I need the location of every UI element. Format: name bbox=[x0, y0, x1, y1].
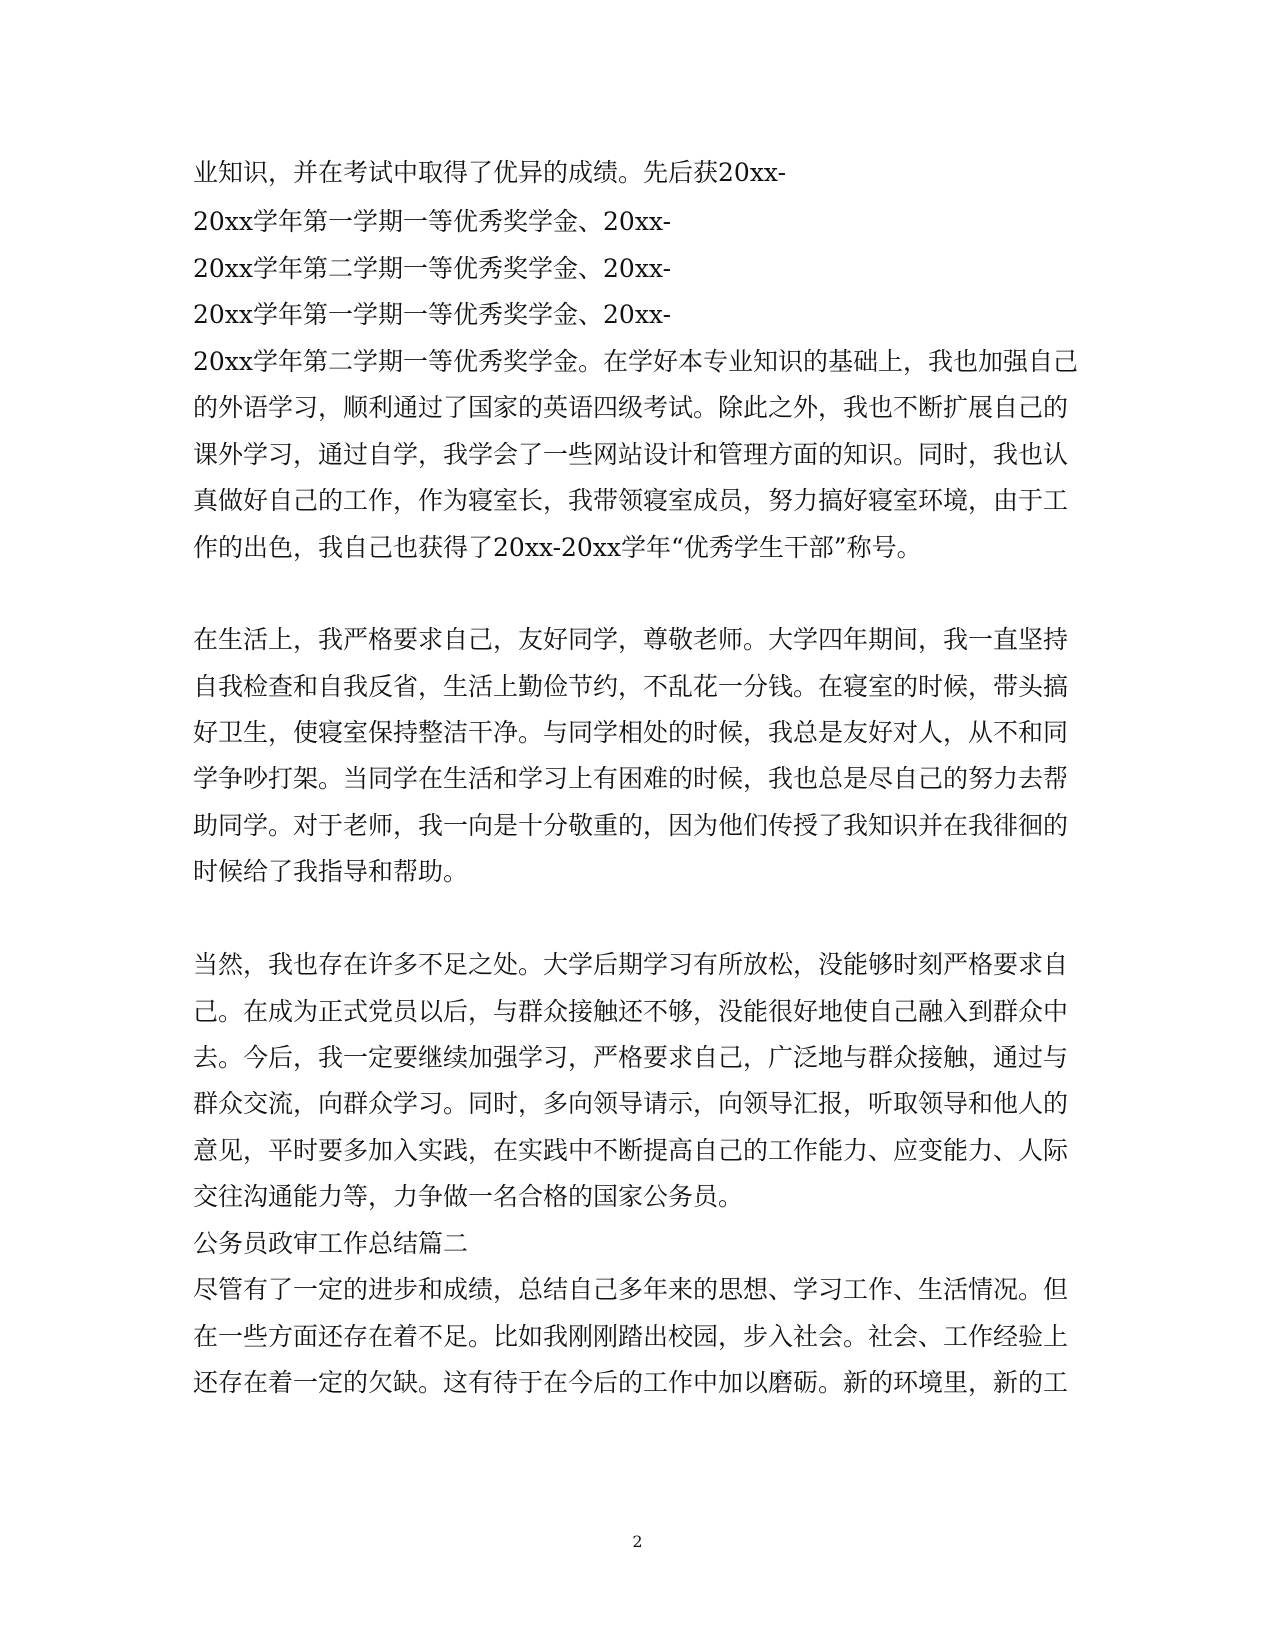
text-line: 去。今后，我一定要继续加强学习，严格要求自己，广泛地与群众接触，通过与 bbox=[193, 1043, 1069, 1072]
text-line: 自我检查和自我反省，生活上勤俭节约，不乱花一分钱。在寝室的时候，带头搞 bbox=[193, 672, 1069, 701]
text-line: 20xx学年第一学期一等优秀奖学金、20xx- bbox=[193, 300, 672, 329]
section-heading: 公务员政审工作总结篇二 bbox=[193, 1229, 469, 1258]
text-line: 交往沟通能力等，力争做一名合格的国家公务员。 bbox=[193, 1182, 744, 1211]
text-line: 的外语学习，顺利通过了国家的英语四级考试。除此之外，我也不断扩展自己的 bbox=[193, 393, 1069, 422]
text-line: 好卫生，使寝室保持整洁干净。与同学相处的时候，我总是友好对人，从不和同 bbox=[193, 718, 1069, 747]
text-line: 助同学。对于老师，我一向是十分敬重的，因为他们传授了我知识并在我徘徊的 bbox=[193, 811, 1069, 840]
text-line: 在生活上，我严格要求自己，友好同学，尊敬老师。大学四年期间，我一直坚持 bbox=[193, 625, 1069, 654]
text-line: 课外学习，通过自学，我学会了一些网站设计和管理方面的知识。同时，我也认 bbox=[193, 440, 1069, 469]
text-line: 作的出色，我自己也获得了20xx-20xx学年“优秀学生干部”称号。 bbox=[193, 533, 922, 562]
text-line: 20xx学年第一学期一等优秀奖学金、20xx- bbox=[193, 207, 672, 236]
text-line: 学争吵打架。当同学在生活和学习上有困难的时候，我也总是尽自己的努力去帮 bbox=[193, 764, 1069, 793]
text-line: 还存在着一定的欠缺。这有待于在今后的工作中加以磨砺。新的环境里，新的工 bbox=[193, 1368, 1069, 1397]
text-line: 意见，平时要多加入实践，在实践中不断提高自己的工作能力、应变能力、人际 bbox=[193, 1136, 1069, 1165]
page-number: 2 bbox=[632, 1532, 643, 1551]
text-line: 在一些方面还存在着不足。比如我刚刚踏出校园，步入社会。社会、工作经验上 bbox=[193, 1322, 1069, 1351]
text-line: 尽管有了一定的进步和成绩，总结自己多年来的思想、学习工作、生活情况。但 bbox=[193, 1275, 1069, 1304]
text-line: 20xx学年第二学期一等优秀奖学金、20xx- bbox=[193, 254, 672, 283]
text-line: 己。在成为正式党员以后，与群众接触还不够，没能很好地使自己融入到群众中 bbox=[193, 997, 1069, 1026]
text-line: 20xx学年第二学期一等优秀奖学金。在学好本专业知识的基础上，我也加强自己 bbox=[193, 347, 1079, 376]
text-line: 真做好自己的工作，作为寝室长，我带领寝室成员，努力搞好寝室环境，由于工 bbox=[193, 486, 1069, 515]
text-line: 群众交流，向群众学习。同时，多向领导请示，向领导汇报，听取领导和他人的 bbox=[193, 1089, 1069, 1118]
text-line: 业知识，并在考试中取得了优异的成绩。先后获20xx- bbox=[193, 158, 787, 187]
text-line: 当然，我也存在许多不足之处。大学后期学习有所放松，没能够时刻严格要求自 bbox=[193, 950, 1069, 979]
text-line: 时候给了我指导和帮助。 bbox=[193, 857, 469, 886]
